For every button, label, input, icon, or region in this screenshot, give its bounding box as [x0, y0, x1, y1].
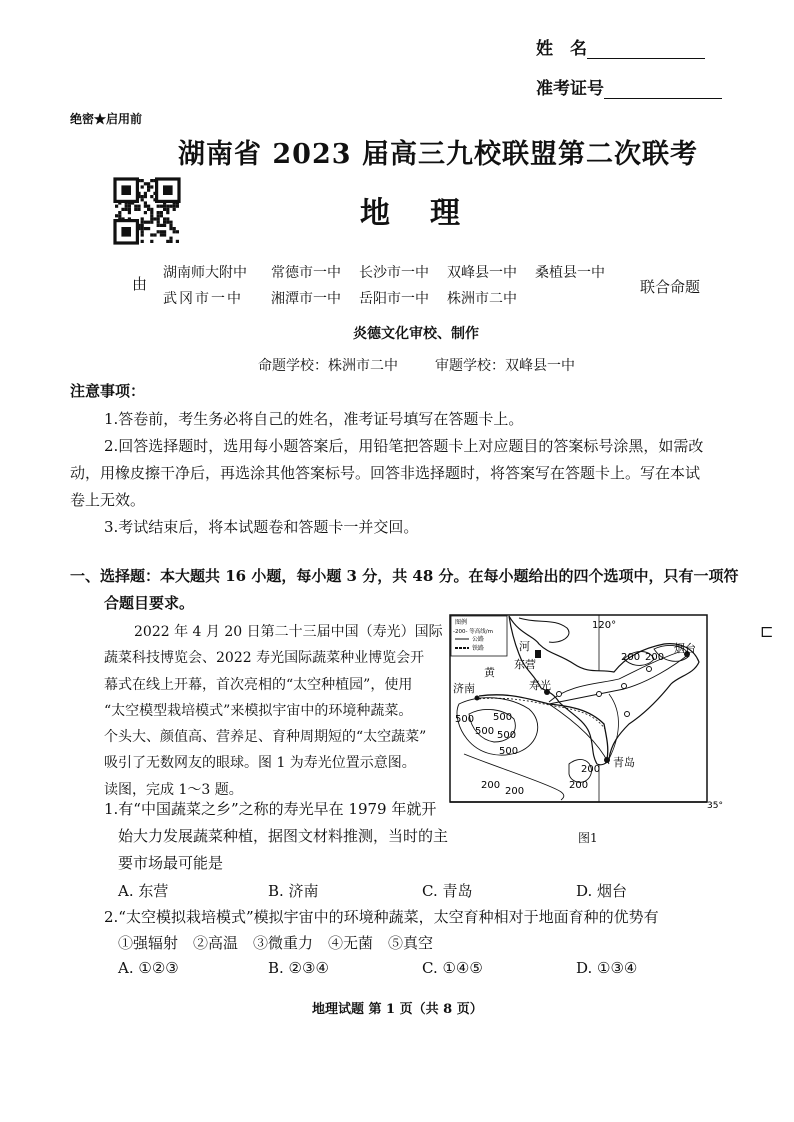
passage-line: 个头大、颜值高、营养足、育种周期短的“太空蔬菜”: [104, 729, 427, 746]
notes-body: [70, 406, 750, 541]
contour-label: 500: [497, 730, 517, 741]
place-label: 东营: [514, 658, 536, 671]
name-line: [587, 40, 705, 59]
option-a[interactable]: A. ①②③: [118, 959, 179, 977]
question-2-items: ①强辐射 ②高温 ③微重力 ④无菌 ⑤真空: [118, 934, 434, 952]
option-d[interactable]: D. ①③④: [576, 959, 638, 977]
passage: [104, 619, 444, 803]
passage-line: 幕式在线上开幕，首次亮相的“太空种植园”，使用: [104, 676, 413, 693]
latitude-label: 35°: [707, 801, 723, 811]
exam-title: 湖南省 2023 届高三九校联盟第二次联考: [178, 139, 698, 170]
contour-label: 500: [499, 746, 519, 757]
contour-label: 200: [569, 780, 589, 791]
place-label: 河: [519, 640, 530, 653]
school-name: 桑植县一中: [535, 265, 605, 281]
school-name: 湖南师大附中: [163, 265, 247, 281]
option-b[interactable]: B. ②③④: [268, 959, 329, 977]
note-line: 1.答卷前，考生务必将自己的姓名，准考证号填写在答题卡上。: [104, 410, 524, 428]
contour-label: 500: [455, 714, 475, 725]
notes-heading: 注意事项：: [70, 382, 146, 400]
school-name: 岳阳市一中: [359, 291, 429, 307]
question-2: 2.“太空模拟栽培模式”模拟宇宙中的环境种蔬菜，太空育种相对于地面育种的优势有: [104, 908, 659, 926]
city-marker: [535, 650, 541, 658]
school-name: 长沙市一中: [359, 265, 429, 281]
producer-label: 炎德文化审校、制作: [353, 326, 479, 342]
contour-label: 200: [581, 764, 601, 775]
question-2-options: [118, 959, 718, 981]
passage-line: 吸引了无数网友的眼球。图 1 为寿光位置示意图。: [104, 755, 416, 772]
page-footer: 地理试题 第 1 页（共 8 页）: [312, 1002, 483, 1017]
option-c[interactable]: C. 青岛: [422, 882, 473, 900]
town-dot: [597, 692, 602, 697]
passage-line: 2022 年 4 月 20 日第二十三届中国（寿光）国际: [134, 624, 443, 640]
setter-label: 命题学校：株洲市二中: [258, 358, 398, 374]
option-a[interactable]: A. 东营: [118, 882, 169, 900]
passage-line: 蔬菜科技博览会、2022 寿光国际蔬菜种业博览会开: [104, 650, 425, 667]
place-label: 烟台: [674, 642, 696, 655]
place-label: 青岛: [613, 756, 635, 769]
figure-caption: 图1: [578, 831, 598, 845]
town-dot: [557, 692, 562, 697]
school-name: 常德市一中: [271, 265, 341, 281]
name-label: 姓 名: [536, 39, 587, 59]
legend-rail: 铁路: [472, 645, 485, 652]
contour-label: 200: [645, 652, 665, 663]
place-label: 寿光: [529, 679, 551, 692]
contour-label: 200: [481, 780, 501, 791]
confidential-label: 绝密★启用前: [70, 112, 143, 126]
school-name: 株洲市二中: [447, 291, 517, 307]
schools-suffix: 联合命题: [640, 278, 701, 296]
question-1: [104, 796, 448, 877]
passage-line: 读图，完成 1～3 题。: [104, 781, 243, 798]
id-line: [604, 80, 722, 99]
subject-title: 地理: [360, 196, 500, 231]
note-line: 2.回答选择题时，选用每小题答案后，用铅笔把答题卡上对应题目的答案标号涂黑，如需改: [104, 437, 704, 455]
city-dot: [604, 757, 610, 763]
option-c[interactable]: C. ①④⑤: [422, 959, 483, 977]
qr-code-graphic: [103, 179, 191, 243]
contour-label: 200: [621, 652, 641, 663]
passage-line: “太空模型栽培模式”来模拟宇宙中的环境种蔬菜。: [104, 702, 413, 719]
legend-title: 图例: [455, 619, 468, 626]
town-dot: [647, 667, 652, 672]
school-name: 湘潭市一中: [271, 291, 341, 307]
town-dot: [625, 712, 630, 717]
question-1-line: 要市场最可能是: [118, 854, 224, 872]
place-label: 济南: [453, 682, 475, 695]
longitude-label: 120°: [592, 620, 617, 631]
city-dot: [475, 696, 480, 701]
contour-label: 200: [505, 786, 525, 797]
question-1-line: 始大力发展蔬菜种植，据图文材料推测，当时的主: [118, 827, 449, 845]
qr-code: [103, 179, 191, 243]
map-graphic: [449, 614, 721, 814]
option-b[interactable]: B. 济南: [268, 882, 319, 900]
question-1-options: [118, 880, 718, 902]
school-name: 武冈市一中: [163, 291, 243, 307]
reviewer-label: 审题学校：双峰县一中: [435, 358, 575, 374]
note-line: 卷上无效。: [70, 491, 146, 509]
place-label: 黄: [484, 666, 495, 679]
note-line: 动，用橡皮擦干净后，再选涂其他答案标号。回答非选择题时，将答案写在答题卡上。写在本试: [70, 464, 701, 482]
id-field: [536, 74, 722, 99]
id-label: 准考证号: [536, 79, 604, 99]
school-name: 双峰县一中: [447, 265, 517, 281]
note-line: 3.考试结束后，将本试题卷和答题卡一并交回。: [104, 518, 419, 536]
contour-label: 500: [493, 712, 513, 723]
section-heading-cont: 合题目要求。: [104, 594, 195, 612]
location-map: [449, 614, 721, 814]
legend-contour: -200- 等高线/m: [453, 629, 493, 635]
option-d[interactable]: D. 烟台: [576, 882, 628, 900]
question-1-line: 1.有“中国蔬菜之乡”之称的寿光早在 1979 年就开: [104, 800, 437, 818]
contour-label: 500: [475, 726, 495, 737]
name-field: [536, 34, 705, 59]
legend-road: 公路: [472, 636, 485, 643]
margin-mark: ⊏: [760, 622, 774, 641]
town-dot: [622, 684, 627, 689]
schools-prefix: 由: [132, 275, 148, 293]
section-heading: 一、选择题：本大题共 16 小题，每小题 3 分，共 48 分。在每小题给出的四个选项中，只有一项符: [70, 567, 739, 585]
